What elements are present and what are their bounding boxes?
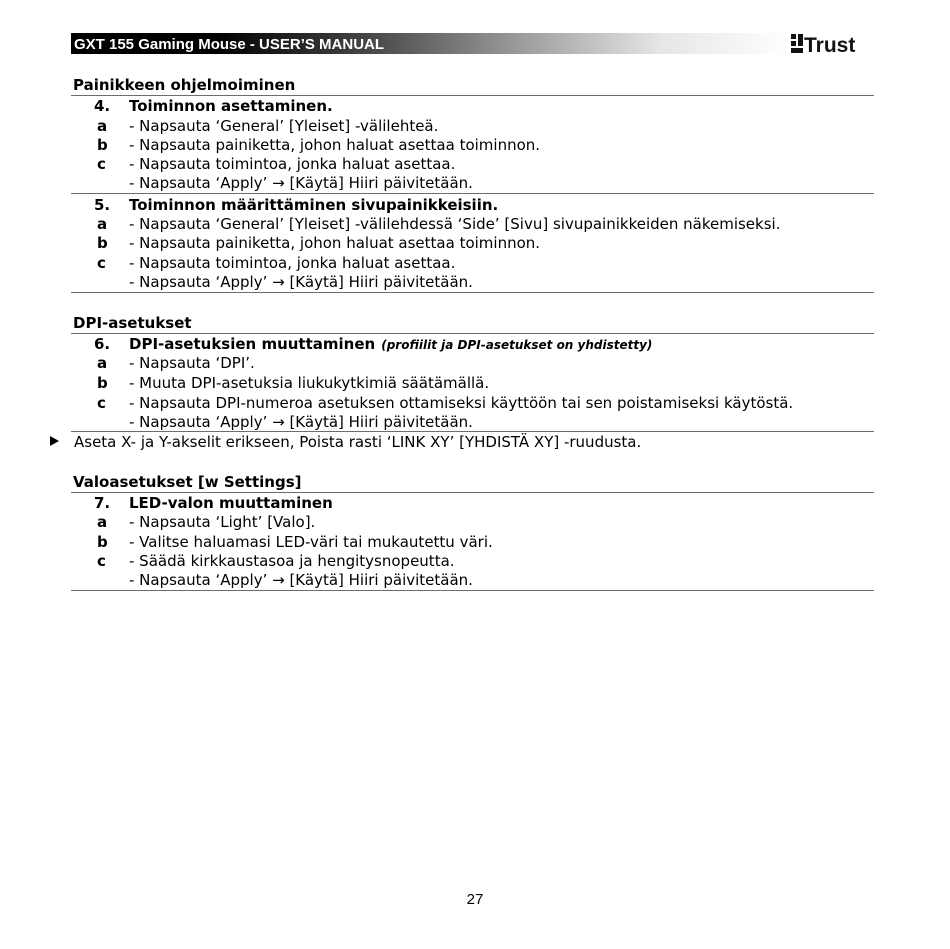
step-instruction: - Säädä kirkkaustasoa ja hengitysnopeutta.	[129, 552, 455, 570]
step-heading: LED-valon muuttaminen	[129, 494, 333, 512]
step-instruction: - Valitse haluamasi LED-väri tai mukautettu väri.	[129, 533, 493, 551]
step-instruction: - Napsauta ‘Apply’ → [Käytä] Hiiri päivitetään.	[129, 273, 473, 291]
trust-logo-text: Trust	[804, 34, 856, 57]
step-instruction: - Napsauta painiketta, johon haluat asettaa toiminnon.	[129, 234, 541, 252]
step-instruction: - Napsauta ‘Light’ [Valo].	[129, 513, 316, 531]
step-number: 7.	[94, 494, 111, 512]
step-instruction: - Napsauta toimintoa, jonka haluat asettaa.	[129, 254, 456, 272]
tip-text: Aseta X- ja Y-akselit erikseen, Poista rasti ‘LINK XY’ [YHDISTÄ XY] -ruudusta.	[74, 433, 642, 451]
step-letter: c	[97, 394, 106, 412]
step-heading: Toiminnon määrittäminen sivupainikkeisiin.	[129, 196, 499, 214]
step-letter: a	[97, 117, 108, 135]
step-instruction: - Napsauta ‘DPI’.	[129, 354, 255, 372]
step-heading-text: DPI-asetuksien muuttaminen	[129, 335, 376, 353]
step-instruction: - Napsauta toimintoa, jonka haluat asettaa.	[129, 155, 456, 173]
section-title-button-programming: Painikkeen ohjelmoiminen	[73, 76, 296, 94]
step-number: 4.	[94, 97, 111, 115]
trust-logo	[789, 30, 873, 58]
step-letter: b	[97, 234, 108, 252]
step-letter: b	[97, 374, 108, 392]
step-letter: a	[97, 215, 108, 233]
page-number: 27	[466, 891, 484, 908]
step-instruction: - Napsauta ‘General’ [Yleiset] -välilehteä.	[129, 117, 439, 135]
divider	[71, 193, 874, 194]
step-letter: c	[97, 155, 106, 173]
step-instruction: - Napsauta ‘Apply’ → [Käytä] Hiiri päivitetään.	[129, 571, 473, 589]
step-heading	[129, 334, 652, 355]
step-letter: c	[97, 254, 106, 272]
step-note: (profiilit ja DPI-asetukset on yhdistetty)	[381, 338, 653, 352]
step-number: 6.	[94, 335, 111, 353]
step-letter: c	[97, 552, 106, 570]
section-title-dpi-settings: DPI-asetukset	[73, 314, 192, 332]
step-number: 5.	[94, 196, 111, 214]
step-letter: a	[97, 354, 108, 372]
step-instruction: - Napsauta painiketta, johon haluat asettaa toiminnon.	[129, 136, 541, 154]
step-letter: b	[97, 136, 108, 154]
divider	[71, 292, 874, 293]
step-letter: b	[97, 533, 108, 551]
step-heading: Toiminnon asettaminen.	[129, 97, 333, 115]
section-title-light-settings: Valoasetukset [w Settings]	[73, 473, 302, 491]
step-instruction: - Napsauta DPI-numeroa asetuksen ottamiseksi käyttöön tai sen poistamiseksi käytöstä.	[129, 394, 794, 412]
step-letter: a	[97, 513, 108, 531]
divider	[71, 590, 874, 591]
step-instruction: - Napsauta ‘Apply’ → [Käytä] Hiiri päivitetään.	[129, 413, 473, 431]
manual-title: GXT 155 Gaming Mouse - USER’S MANUAL	[74, 36, 385, 53]
step-instruction: - Muuta DPI-asetuksia liukukytkimiä säätämällä.	[129, 374, 490, 392]
step-instruction: - Napsauta ‘General’ [Yleiset] -välilehdessä ‘Side’ [Sivu] sivupainikkeiden näkemiseksi.	[129, 215, 781, 233]
step-instruction: - Napsauta ‘Apply’ → [Käytä] Hiiri päivitetään.	[129, 174, 473, 192]
arrow-bullet-icon	[50, 436, 59, 446]
